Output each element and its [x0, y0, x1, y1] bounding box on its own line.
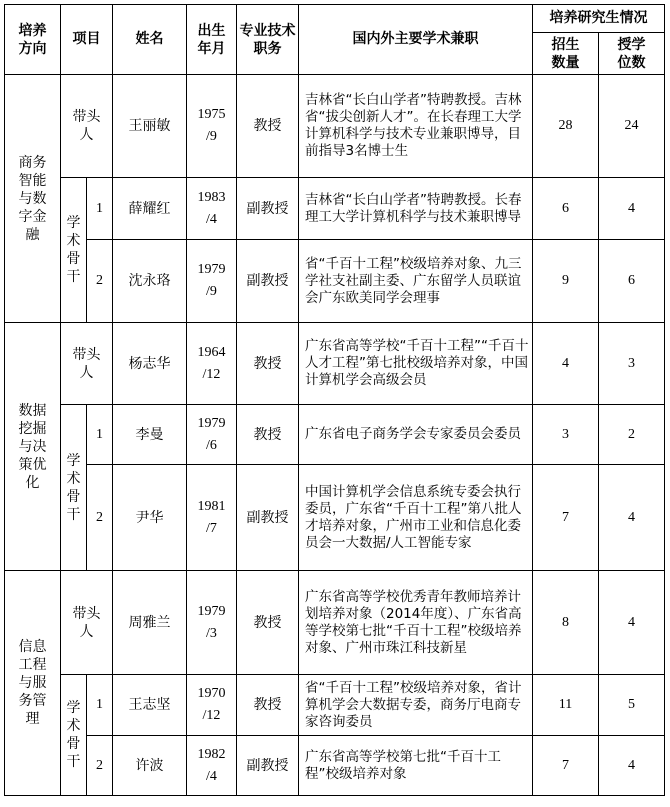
enroll-count: 7	[533, 465, 599, 571]
header-name	[113, 5, 187, 75]
header-enroll-label: 招生数量	[551, 36, 580, 71]
degree-count: 4	[599, 465, 665, 571]
table-row	[5, 323, 665, 405]
header-degree-label: 授学位数	[617, 36, 646, 71]
header-birth-label: 出生年月	[197, 22, 226, 57]
birth-month: /9	[206, 284, 217, 299]
enroll-count: 9	[533, 240, 599, 323]
direction-cell	[5, 323, 61, 571]
header-row-top	[5, 5, 665, 33]
academic-posts: 吉林省“长白山学者”特聘教授。长春理工大学计算机科学与技术兼职博导	[299, 178, 533, 240]
member-index: 2	[87, 240, 113, 323]
header-enroll	[533, 33, 599, 75]
direction-label: 商务智能与数字金融	[18, 154, 47, 243]
academic-title: 副教授	[237, 178, 299, 240]
table-row	[5, 75, 665, 178]
header-direction	[5, 5, 61, 75]
academic-title: 教授	[237, 405, 299, 465]
academic-posts: 广东省高等学校第七批“千百十工程”校级培养对象	[299, 736, 533, 796]
academic-posts: 广东省电子商务学会专家委员会委员	[299, 405, 533, 465]
direction-label: 信息工程与服务管理	[18, 639, 47, 727]
birth-year: 1982	[197, 746, 226, 762]
member-name: 杨志华	[113, 323, 187, 405]
header-role	[61, 5, 113, 75]
role-leader-cell	[61, 571, 113, 675]
academic-posts: 省“千百十工程”校级培养对象，省计算机学会大数据专委，商务厅电商专家咨询委员	[299, 675, 533, 736]
birth-month: /6	[206, 437, 217, 453]
degree-count: 5	[599, 675, 665, 736]
degree-count: 4	[599, 736, 665, 796]
member-index: 1	[87, 405, 113, 465]
role-leader-cell	[61, 75, 113, 178]
table-row	[5, 571, 665, 675]
role-backbone-cell	[61, 405, 87, 571]
member-name: 许波	[113, 736, 187, 796]
table-row	[5, 675, 665, 736]
birth-year: 1975	[197, 107, 226, 122]
role-backbone-cell	[61, 675, 87, 796]
header-direction-label: 培养方向	[18, 22, 47, 57]
birth-date	[187, 675, 237, 736]
faculty-table	[4, 4, 665, 796]
academic-title: 教授	[237, 675, 299, 736]
member-index: 2	[87, 736, 113, 796]
birth-month: /4	[206, 768, 217, 784]
degree-count: 4	[599, 571, 665, 675]
table-row	[5, 736, 665, 796]
direction-cell	[5, 571, 61, 796]
academic-posts: 吉林省“长白山学者”特聘教授。吉林省“拔尖创新人才”。在长春理工大学计算机科学与技术专业兼职博导，目前指导3名博士生	[299, 75, 533, 178]
birth-date	[187, 75, 237, 178]
member-index: 2	[87, 465, 113, 571]
birth-year: 1970	[197, 686, 226, 701]
header-degree	[599, 33, 665, 75]
academic-title: 副教授	[237, 240, 299, 323]
enroll-count: 11	[533, 675, 599, 736]
degree-count: 2	[599, 405, 665, 465]
role-backbone-label: 学术骨干	[66, 700, 81, 770]
birth-date	[187, 323, 237, 405]
table-row	[5, 178, 665, 240]
member-index: 1	[87, 178, 113, 240]
enroll-count: 8	[533, 571, 599, 675]
role-leader-label: 带头人	[72, 605, 101, 640]
role-backbone-cell	[61, 178, 87, 323]
table-row	[5, 240, 665, 323]
birth-month: /7	[206, 520, 217, 536]
member-name: 尹华	[113, 465, 187, 571]
enroll-count: 4	[533, 323, 599, 405]
birth-date	[187, 465, 237, 571]
academic-posts: 广东省高等学校“千百十工程”“千百十人才工程”第七批校级培养对象，中国计算机学会高级会员	[299, 323, 533, 405]
role-leader-label: 带头人	[72, 346, 101, 381]
birth-date	[187, 736, 237, 796]
member-name: 沈永珞	[113, 240, 187, 323]
degree-count: 24	[599, 75, 665, 178]
birth-year: 1964	[197, 344, 226, 360]
degree-count: 6	[599, 240, 665, 323]
enroll-count: 6	[533, 178, 599, 240]
member-name: 王丽敏	[113, 75, 187, 178]
role-backbone-label: 学术骨干	[66, 215, 81, 285]
member-name: 李曼	[113, 405, 187, 465]
birth-month: /12	[202, 708, 221, 723]
birth-date	[187, 178, 237, 240]
header-birth	[187, 5, 237, 75]
header-posts	[299, 5, 533, 75]
table-body	[5, 75, 665, 796]
faculty-table-page	[4, 4, 664, 796]
enroll-count: 7	[533, 736, 599, 796]
table-row	[5, 465, 665, 571]
birth-year: 1983	[197, 189, 226, 205]
header-stats-group-label: 培养研究生情况	[549, 10, 648, 26]
direction-label: 数据挖掘与决策优化	[18, 402, 47, 491]
enroll-count: 3	[533, 405, 599, 465]
academic-posts: 广东省高等学校优秀青年教师培养计划培养对象（2014年度）、广东省高等学校第七批“千百十工程”校级培养对象、广州市珠江科技新星	[299, 571, 533, 675]
academic-title: 教授	[237, 323, 299, 405]
table-row	[5, 405, 665, 465]
header-title	[237, 5, 299, 75]
birth-date	[187, 571, 237, 675]
academic-title: 副教授	[237, 465, 299, 571]
header-name-label: 姓名	[135, 31, 164, 47]
direction-cell	[5, 75, 61, 323]
birth-year: 1981	[197, 498, 226, 514]
role-leader-label: 带头人	[72, 109, 101, 143]
academic-posts: 中国计算机学会信息系统专委会执行委员，广东省“千百十工程”第八批人才培养对象，广州市工业和信息化委员会一大数据/人工智能专家	[299, 465, 533, 571]
degree-count: 3	[599, 323, 665, 405]
role-leader-cell	[61, 323, 113, 405]
birth-year: 1979	[197, 603, 226, 619]
academic-title: 教授	[237, 75, 299, 178]
degree-count: 4	[599, 178, 665, 240]
member-index: 1	[87, 675, 113, 736]
header-title-label: 专业技术职务	[239, 22, 296, 57]
header-stats-group	[533, 5, 665, 33]
academic-title: 教授	[237, 571, 299, 675]
birth-date	[187, 405, 237, 465]
birth-month: /4	[206, 211, 217, 227]
member-name: 薛耀红	[113, 178, 187, 240]
enroll-count: 28	[533, 75, 599, 178]
birth-month: /9	[206, 129, 217, 144]
birth-year: 1979	[197, 415, 226, 431]
header-posts-label: 国内外主要学术兼职	[352, 31, 479, 47]
birth-date	[187, 240, 237, 323]
header-role-label: 项目	[72, 31, 101, 47]
member-name: 周雅兰	[113, 571, 187, 675]
role-backbone-label: 学术骨干	[66, 452, 81, 523]
academic-title: 副教授	[237, 736, 299, 796]
member-name: 王志坚	[113, 675, 187, 736]
birth-year: 1979	[197, 262, 226, 277]
birth-month: /3	[206, 625, 217, 641]
birth-month: /12	[202, 366, 221, 382]
academic-posts: 省“千百十工程”校级培养对象、九三学社支社副主委、广东留学人员联谊会广东欧美同学会理事	[299, 240, 533, 323]
